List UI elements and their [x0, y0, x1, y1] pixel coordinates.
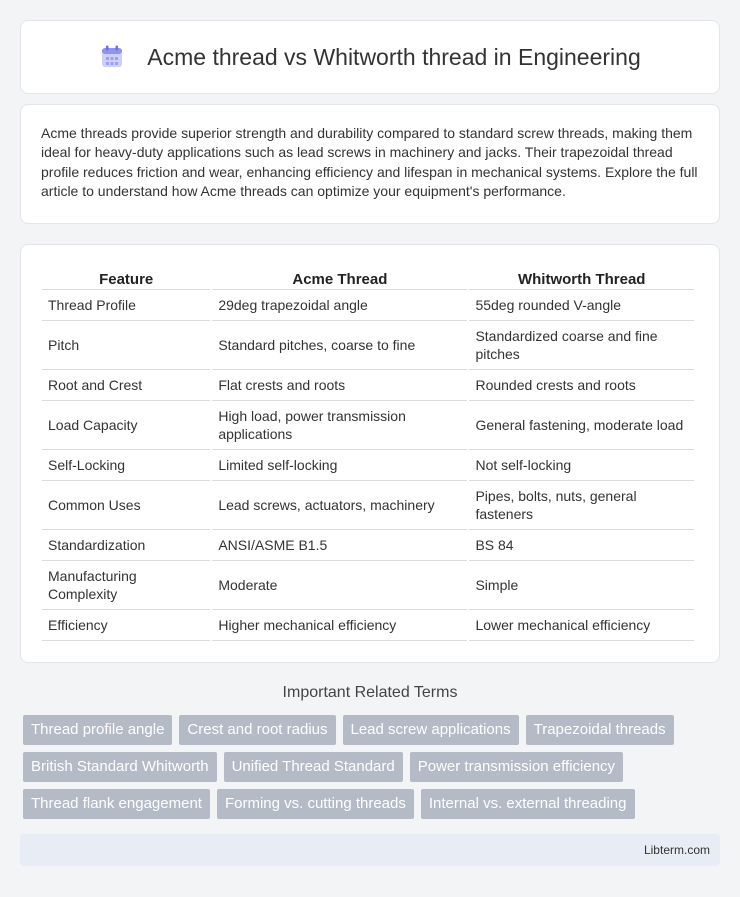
whitworth-cell: BS 84 [469, 530, 694, 561]
footer-site-link[interactable]: Libterm.com [643, 843, 710, 857]
intro-card [20, 104, 720, 224]
whitworth-cell: Simple [469, 561, 694, 610]
term-tag[interactable]: British Standard Whitworth [23, 752, 217, 782]
intro-paragraph: Acme threads provide superior strength and durability compared to standard screw threads, making them ideal for heavy-duty applications such as lead screws in machinery and jacks. Their trapezoidal thread profile reduces friction and wear, enhancing efficiency and lifespan in mechanical systems. Explore the full article to understand how Acme threads can optimize your equipment's performance. [41, 125, 698, 199]
whitworth-cell: Rounded crests and roots [469, 370, 694, 401]
table-row [42, 530, 694, 561]
table-header-row [42, 265, 694, 290]
term-tag[interactable]: Internal vs. external threading [421, 789, 635, 819]
acme-cell: High load, power transmission applications [212, 401, 467, 450]
feature-cell: Load Capacity [42, 401, 210, 450]
whitworth-cell: 55deg rounded V-angle [469, 290, 694, 321]
feature-cell: Thread Profile [42, 290, 210, 321]
comparison-card [20, 244, 720, 663]
table-row [42, 401, 694, 450]
related-terms-list [23, 715, 723, 826]
tag-row [23, 715, 723, 745]
feature-cell: Manufacturing Complexity [42, 561, 210, 610]
acme-cell: 29deg trapezoidal angle [212, 290, 467, 321]
page-title: Acme thread vs Whitworth thread in Engineering [147, 43, 641, 70]
header-acme: Acme Thread [212, 265, 467, 290]
whitworth-cell: Lower mechanical efficiency [469, 610, 694, 641]
term-tag[interactable]: Lead screw applications [343, 715, 519, 745]
acme-cell: Limited self-locking [212, 450, 467, 481]
whitworth-cell: Not self-locking [469, 450, 694, 481]
title-card [20, 20, 720, 94]
feature-cell: Self-Locking [42, 450, 210, 481]
feature-cell: Common Uses [42, 481, 210, 530]
feature-cell: Root and Crest [42, 370, 210, 401]
term-tag[interactable]: Thread profile angle [23, 715, 172, 745]
footer [20, 834, 720, 866]
acme-cell: Standard pitches, coarse to fine [212, 321, 467, 370]
tag-row [23, 752, 723, 782]
term-tag[interactable]: Power transmission efficiency [410, 752, 623, 782]
tag-row [23, 789, 723, 819]
table-row [42, 610, 694, 641]
whitworth-cell: Standardized coarse and fine pitches [469, 321, 694, 370]
whitworth-cell: Pipes, bolts, nuts, general fasteners [469, 481, 694, 530]
table-row [42, 561, 694, 610]
term-tag[interactable]: Forming vs. cutting threads [217, 789, 414, 819]
table-row [42, 450, 694, 481]
table-row [42, 481, 694, 530]
related-terms-title: Important Related Terms [282, 684, 458, 701]
acme-cell: ANSI/ASME B1.5 [212, 530, 467, 561]
feature-cell: Pitch [42, 321, 210, 370]
term-tag[interactable]: Unified Thread Standard [224, 752, 403, 782]
acme-cell: Higher mechanical efficiency [212, 610, 467, 641]
acme-cell: Moderate [212, 561, 467, 610]
table-row [42, 321, 694, 370]
table-row [42, 290, 694, 321]
whitworth-cell: General fastening, moderate load [469, 401, 694, 450]
feature-cell: Efficiency [42, 610, 210, 641]
table-row [42, 370, 694, 401]
acme-cell: Lead screws, actuators, machinery [212, 481, 467, 530]
acme-cell: Flat crests and roots [212, 370, 467, 401]
header-whitworth: Whitworth Thread [469, 265, 694, 290]
term-tag[interactable]: Thread flank engagement [23, 789, 210, 819]
comparison-table [40, 265, 696, 641]
feature-cell: Standardization [42, 530, 210, 561]
calendar-icon [99, 44, 125, 70]
term-tag[interactable]: Crest and root radius [179, 715, 335, 745]
term-tag[interactable]: Trapezoidal threads [526, 715, 674, 745]
header-feature: Feature [42, 265, 210, 290]
